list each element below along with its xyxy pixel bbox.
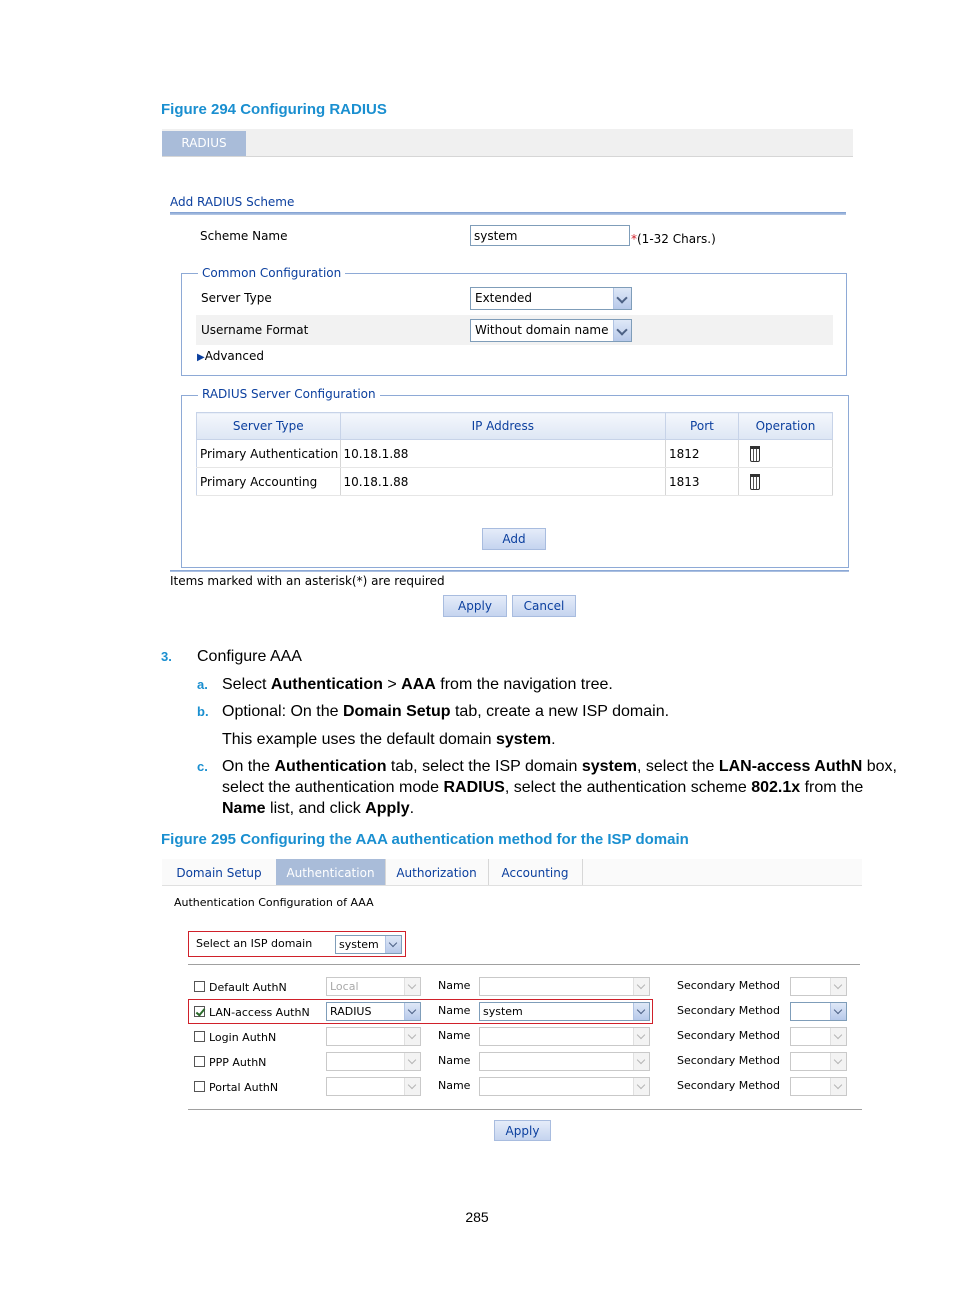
tab-accounting[interactable]: Accounting <box>488 859 583 885</box>
scheme-name-label: Scheme Name <box>200 229 288 243</box>
required-asterisk: * <box>631 232 637 246</box>
default-authn-name-label: Name <box>438 979 471 992</box>
advanced-label: Advanced <box>204 349 264 363</box>
chevron-down-icon <box>613 288 631 309</box>
required-note: Items marked with an asterisk(*) are required <box>170 574 445 588</box>
lan-access-authn-mode-select[interactable]: RADIUS <box>326 1002 421 1021</box>
username-format-value: Without domain name <box>475 323 609 337</box>
step-3 <box>161 648 302 666</box>
add-button[interactable]: Add <box>482 528 546 550</box>
step-a <box>197 676 613 694</box>
tab-radius[interactable]: RADIUS <box>162 131 246 156</box>
portal-authn-secondary-select[interactable] <box>790 1077 847 1096</box>
section-divider <box>170 212 846 215</box>
ppp-authn-checkbox[interactable] <box>194 1056 205 1067</box>
step-a-text: Select Authentication > AAA from the navigation tree. <box>222 676 613 693</box>
login-authn-secondary-select[interactable] <box>790 1027 847 1046</box>
trash-icon[interactable] <box>750 446 760 462</box>
chevron-down-icon <box>633 1003 649 1020</box>
table-header-row <box>197 413 833 440</box>
portal-authn-label: Portal AuthN <box>209 1081 279 1094</box>
cell-ip: 10.18.1.88 <box>340 468 665 496</box>
step-c-marker: c. <box>197 759 208 774</box>
login-authn-label: Login AuthN <box>209 1031 277 1044</box>
radius-tab-bar <box>162 129 853 157</box>
chevron-down-icon <box>404 1078 420 1095</box>
cancel-button[interactable]: Cancel <box>512 595 576 617</box>
chars-hint: (1-32 Chars.) <box>637 232 716 246</box>
triangle-right-icon: ▶ <box>197 352 205 363</box>
server-type-label: Server Type <box>201 291 272 305</box>
lan-access-authn-secondary-label: Secondary Method <box>677 1004 781 1017</box>
lan-access-authn-name-label: Name <box>438 1004 471 1017</box>
step-c-line-3: Name list, and click Apply. <box>222 800 415 817</box>
default-authn-checkbox[interactable] <box>194 981 205 992</box>
ppp-authn-name-label: Name <box>438 1054 471 1067</box>
step-3-text: Configure AAA <box>197 648 302 665</box>
chevron-down-icon <box>404 1003 420 1020</box>
trash-icon[interactable] <box>750 474 760 490</box>
lan-access-authn-checkbox[interactable] <box>194 1006 205 1017</box>
login-authn-name-label: Name <box>438 1029 471 1042</box>
chevron-down-icon <box>633 1053 649 1070</box>
tab-authentication[interactable]: Authentication <box>276 859 386 885</box>
ppp-authn-secondary-select[interactable] <box>790 1052 847 1071</box>
chevron-down-icon <box>404 978 420 995</box>
chevron-down-icon <box>404 1028 420 1045</box>
isp-domain-select[interactable] <box>335 935 402 954</box>
ppp-authn-name-select[interactable] <box>479 1052 650 1071</box>
auth-top-divider <box>188 964 860 965</box>
tab-domain-setup[interactable]: Domain Setup <box>162 859 277 885</box>
portal-authn-name-select[interactable] <box>479 1077 650 1096</box>
chevron-down-icon <box>404 1053 420 1070</box>
lan-access-authn-label: LAN-access AuthN <box>209 1006 310 1019</box>
step-c-line-2: select the authentication mode RADIUS, select the authentication scheme 802.1x from the <box>222 779 864 796</box>
cell-server-type: Primary Accounting <box>197 468 341 496</box>
chevron-down-icon <box>830 978 846 995</box>
portal-authn-secondary-label: Secondary Method <box>677 1079 781 1092</box>
page-number: 285 <box>465 1209 489 1225</box>
isp-domain-value: system <box>339 938 379 951</box>
aaa-tab-bar <box>162 859 862 886</box>
portal-authn-checkbox[interactable] <box>194 1081 205 1092</box>
portal-authn-mode-select[interactable] <box>326 1077 421 1096</box>
chevron-down-icon <box>830 1053 846 1070</box>
step-a-marker: a. <box>197 677 208 692</box>
portal-authn-name-label: Name <box>438 1079 471 1092</box>
isp-domain-label: Select an ISP domain <box>196 937 313 950</box>
figure-294-caption: Figure 294 Configuring RADIUS <box>161 101 387 118</box>
auth-config-title: Authentication Configuration of AAA <box>174 896 374 909</box>
step-b-note: This example uses the default domain system. <box>222 731 556 748</box>
common-configuration-legend: Common Configuration <box>198 266 345 280</box>
login-authn-secondary-label: Secondary Method <box>677 1029 781 1042</box>
step-c-line-1: On the Authentication tab, select the ISP domain system, select the LAN-access AuthN box, <box>222 758 897 775</box>
lan-access-authn-name-select[interactable]: system <box>479 1002 650 1021</box>
radius-server-legend: RADIUS Server Configuration <box>198 387 380 401</box>
chevron-down-icon <box>633 978 649 995</box>
server-type-select[interactable] <box>470 287 632 310</box>
add-radius-scheme-title: Add RADIUS Scheme <box>170 195 295 209</box>
cell-operation <box>738 440 832 468</box>
radius-server-table <box>196 412 833 496</box>
figure-295-caption: Figure 295 Configuring the AAA authentication method for the ISP domain <box>161 831 689 848</box>
footer-divider <box>170 570 849 572</box>
chevron-down-icon <box>830 1028 846 1045</box>
scheme-name-input[interactable]: system <box>470 225 630 246</box>
apply-button[interactable]: Apply <box>443 595 507 617</box>
chevron-down-icon <box>385 936 401 953</box>
table-row <box>197 468 833 496</box>
step-b-text: Optional: On the Domain Setup tab, create a new ISP domain. <box>222 703 670 720</box>
aaa-apply-button[interactable]: Apply <box>494 1120 551 1141</box>
step-3-marker: 3. <box>161 649 172 664</box>
chevron-down-icon <box>633 1078 649 1095</box>
chevron-down-icon <box>613 320 631 341</box>
cell-port: 1813 <box>666 468 739 496</box>
header-server-type: Server Type <box>197 413 341 440</box>
step-b-marker: b. <box>197 704 209 719</box>
login-authn-name-select[interactable] <box>479 1027 650 1046</box>
ppp-authn-mode-select[interactable] <box>326 1052 421 1071</box>
cell-server-type: Primary Authentication <box>197 440 341 468</box>
cell-port: 1812 <box>666 440 739 468</box>
username-format-label: Username Format <box>201 323 309 337</box>
header-operation: Operation <box>738 413 832 440</box>
chevron-down-icon <box>830 1003 846 1020</box>
advanced-toggle[interactable] <box>197 349 264 363</box>
default-authn-name-select[interactable] <box>479 977 650 996</box>
cell-ip: 10.18.1.88 <box>340 440 665 468</box>
auth-bottom-divider <box>188 1109 862 1110</box>
required-hint <box>631 232 716 246</box>
chevron-down-icon <box>830 1078 846 1095</box>
login-authn-mode-select[interactable] <box>326 1027 421 1046</box>
username-format-select[interactable] <box>470 319 632 342</box>
cell-operation <box>738 468 832 496</box>
lan-access-authn-secondary-select[interactable] <box>790 1002 847 1021</box>
tab-authorization[interactable]: Authorization <box>385 859 489 885</box>
header-port: Port <box>666 413 739 440</box>
chevron-down-icon <box>633 1028 649 1045</box>
step-c <box>197 758 897 776</box>
server-type-value: Extended <box>475 291 532 305</box>
login-authn-checkbox[interactable] <box>194 1031 205 1042</box>
ppp-authn-secondary-label: Secondary Method <box>677 1054 781 1067</box>
ppp-authn-label: PPP AuthN <box>209 1056 267 1069</box>
default-authn-mode-select[interactable]: Local <box>326 977 421 996</box>
default-authn-secondary-select[interactable] <box>790 977 847 996</box>
step-b <box>197 703 670 721</box>
default-authn-secondary-label: Secondary Method <box>677 979 781 992</box>
table-row <box>197 440 833 468</box>
header-ip-address: IP Address <box>340 413 665 440</box>
default-authn-label: Default AuthN <box>209 981 287 994</box>
